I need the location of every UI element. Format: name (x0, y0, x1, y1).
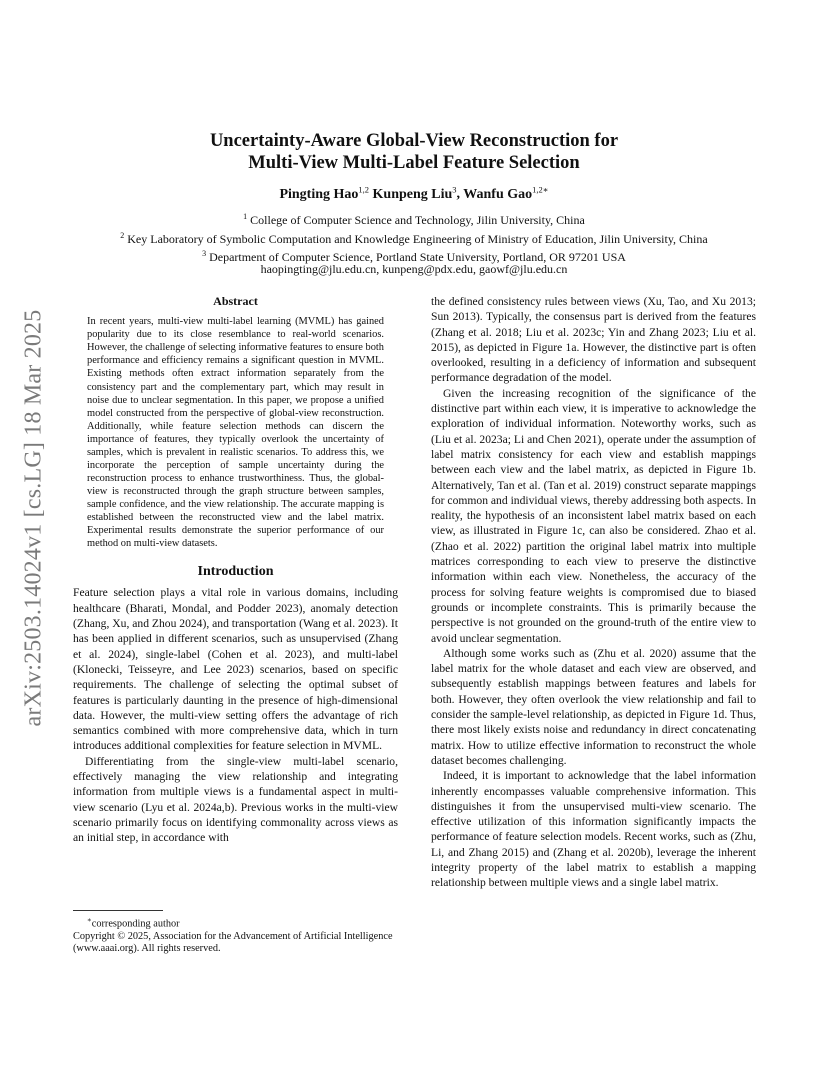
paper-title-line-2: Multi-View Multi-Label Feature Selection (248, 153, 580, 173)
copyright-notice: Copyright © 2025, Association for the Advancement of Artificial Intelligence (www.aaai.org). All rights reserved. (73, 930, 393, 955)
right-paragraph-2: Given the increasing recognition of the significance of the distinctive part within each view, it is imperative to acknowledge the exploration of individual information. Noteworthy works, such as (Liu et al. 2023a; Li and Chen 2021), operate under the assumption of label matrix consistency for each view and establish mappings between each view and the label matrix, as depicted in Figure 1b. Alternatively, Tan et al. (Tan et al. 2019) construct separate mappings for common and individual views, thereby addressing both aspects. In reality, the hypothesis of an inconsistent label matrix based on each view, as illustrated in Figure 1c, can also be considered. Zhao et al. (Zhao et al. 2022) partition the original label matrix into multiple matrices corresponding to each view to preserve the distinctive information within each view. Nonetheless, the accuracy of the process for solving feature weights is compromised due to biased grounds or incomplete constraints. This is primarily because the perspective is not grounded on the ground-truth of the entire view to avoid unclear segmentation. (431, 386, 756, 645)
affiliation-1: $^1$ College of Computer Science and Technology, Jilin University, China (243, 212, 585, 227)
arxiv-stamp (14, 283, 54, 753)
right-paragraph-3: Although some works such as (Zhu et al. 2020) assume that the label matrix for the whole dataset and each view are observed, and subsequently establish mappings between features and labels for both. However, they often overlook the view relationship and fail to consider the sample-level relationship, as depicted in Figure 1d. Thus, there most likely exists noise and redundancy in direct concatenating matrix. How to utilize effective information to reconstruct the whole dataset becomes challenging. (431, 646, 756, 767)
footnote (73, 910, 398, 956)
author-3: Wanfu Gao$^{1,2∗}$ (463, 184, 549, 202)
footnote-rule (73, 910, 163, 911)
affiliation-3: $^3$ Department of Computer Science, Portland State University, Portland, OR 97201 USA (202, 249, 626, 264)
intro-paragraph-2: Differentiating from the single-view multi-label scenario, effectively managing the view relationship and integrating information from multiple views is a fundamental aspect in multi-view scenario (Lyu et al. 2024a,b). Previous works in the multi-view scenario primarily focus on identifying commonality across views as an initial step, in accordance with (73, 754, 398, 845)
paper-title-line-1: Uncertainty-Aware Global-View Reconstruction for (209, 131, 619, 151)
author-1: Pingting Hao$^{1,2}$ (279, 184, 370, 202)
abstract-text: In recent years, multi-view multi-label learning (MVML) has gained popularity due to its close resemblance to real-world scenarios. However, the challenge of selecting informative features to ensure both performance and efficiency remains a significant question in MVML. Existing methods often extract information separately from the consistency part and the complementary part, which may result in noise due to unclear segmentation. In this paper, we propose a unified model constructed from the perspective of global-view reconstruction. Additionally, while feature selection methods can discern the importance of features, they typically overlook the uncertainty of samples, which is prevalent in realistic scenarios. To address this, we incorporate the perception of sample uncertainty during the reconstruction process to enhance trustworthiness. Thus, the global-view is reconstructed through the graph structure between samples, sample confidence, and the view relationship. The accurate mapping is established between the reconstructed view and the label matrix. Experimental results demonstrate the superior performance of our method on multi-view datasets. (87, 316, 384, 550)
intro-paragraph-1: Feature selection plays a vital role in various domains, including healthcare (Bharati, Mondal, and Podder 2023), anomaly detection (Zhang, Xu, and Zhou 2024), and transportation (Wang et al. 2023). It has been applied in different scenarios, such as unsupervised (Zhang et al. 2024), single-label (Cohen et al. 2023), and multi-label (Klonecki, Teisseyre, and Lee 2023) scenarios, based on specific requirements. The challenge of selecting the optimal subset of features is particularly daunting in the presence of high-dimensional data. However, the multi-view setting offers the advantage of rich semantics combined with more comprehensive data, which in turn introduces additional complexities for feature selection in MVML. (73, 586, 398, 753)
right-paragraph-4: Indeed, it is important to acknowledge that the label information inherently encompasses valuable comprehensive information. This distinguishes it from the unsupervised multi-view scenario. The effective utilization of this information significantly impacts the performance of feature selection models. Recent works, such as (Zhu, Li, and Zhang 2015) and (Zhang et al. 2020b), leverage the inherent integrity property of the label matrix to establish a mapping relationship between multiple views and a single label matrix. (431, 769, 756, 890)
left-column (73, 294, 398, 845)
right-column (431, 294, 756, 891)
corresponding-author-note: ∗corresponding author (87, 916, 180, 930)
abstract-heading: Abstract (213, 294, 258, 308)
arxiv-id: arXiv:2503.14024v1 [cs.LG] 18 Mar 2025 (20, 309, 47, 727)
affiliation-2: $^2$ Key Laboratory of Symbolic Computation and Knowledge Engineering of Ministry of Education, Jilin University, China (120, 231, 708, 246)
author-emails: haopingting@jlu.edu.cn, kunpeng@pdx.edu, gaowf@jlu.edu.cn (260, 262, 568, 276)
author-list: Pingting Hao$^{1,2}$ Kunpeng Liu$^3$, Wanfu Gao$^{1,2∗}$ (279, 184, 549, 202)
introduction-heading: Introduction (197, 564, 274, 580)
author-2: Kunpeng Liu$^3$ (372, 184, 457, 202)
right-paragraph-1: the defined consistency rules between views (Xu, Tao, and Xu 2013; Sun 2013). Typically, the consensus part is derived from the features (Zhang et al. 2018; Liu et al. 2023c; Yin and Zhang 2023; Liu et al. 2015), as depicted in Figure 1a. However, the distinctive part is often overlooked, resulting in a deficiency of information and subsequent performance degradation of the model. (431, 295, 756, 385)
